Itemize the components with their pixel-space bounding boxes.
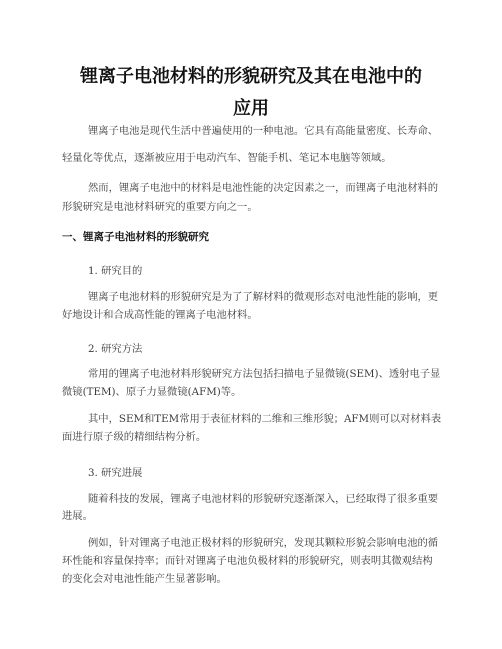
intro-paragraph-1-line-2: 轻量化等优点，逐渐被应用于电动汽车、智能手机、笔记本电脑等领域。 <box>62 152 392 164</box>
section-1-heading: 一、锂离子电池材料的形貌研究 <box>62 231 209 243</box>
subsection-2-label: 2. 研究方法 <box>88 343 143 355</box>
subsection-3-paragraph-2-line-1: 例如，针对锂离子电池正极材料的形貌研究，发现其颗粒形貌会影响电池的循 <box>88 537 439 549</box>
intro-paragraph-1-line-1: 锂离子电池是现代生活中普遍使用的一种电池。它具有高能量密度、长寿命、 <box>88 125 439 137</box>
subsection-1-line-2: 好地设计和合成高性能的锂离子电池材料。 <box>62 309 258 321</box>
subsection-3-paragraph-1-line-2: 进展。 <box>62 510 93 522</box>
subsection-2-paragraph-1-line-1: 常用的锂离子电池材料形貌研究方法包括扫描电子显微镜(SEM)、透射电子显 <box>88 368 441 380</box>
subsection-1-line-1: 锂离子电池材料的形貌研究是为了了解材料的微观形态对电池性能的影响，更 <box>88 291 439 303</box>
document-title-line-2: 应用 <box>233 98 269 119</box>
subsection-3-paragraph-1-line-1: 随着科技的发展，锂离子电池材料的形貌研究逐渐深入，已经取得了很多重要 <box>88 493 439 505</box>
subsection-2-paragraph-1-line-2: 微镜(TEM)、原子力显微镜(AFM)等。 <box>62 386 242 398</box>
document-title-line-1: 锂离子电池材料的形貌研究及其在电池中的 <box>80 66 422 87</box>
intro-paragraph-2-line-1: 然而，锂离子电池中的材料是电池性能的决定因素之一，而锂离子电池材料的 <box>88 182 439 194</box>
subsection-3-paragraph-2-line-3: 的变化会对电池性能产生显著影响。 <box>62 573 227 585</box>
subsection-2-paragraph-2-line-2: 面进行原子级的精细结构分析。 <box>62 431 207 443</box>
intro-paragraph-2-line-2: 形貌研究是电池材料研究的重要方向之一。 <box>62 201 258 213</box>
subsection-3-paragraph-2-line-2: 环性能和容量保持率；而针对锂离子电池负极材料的形貌研究，则表明其微观结构 <box>62 555 433 567</box>
subsection-2-paragraph-2-line-1: 其中，SEM和TEM常用于表征材料的二维和三维形貌；AFM则可以对材料表 <box>88 413 442 425</box>
subsection-1-label: 1. 研究目的 <box>88 265 143 277</box>
subsection-3-label: 3. 研究进展 <box>88 467 143 479</box>
